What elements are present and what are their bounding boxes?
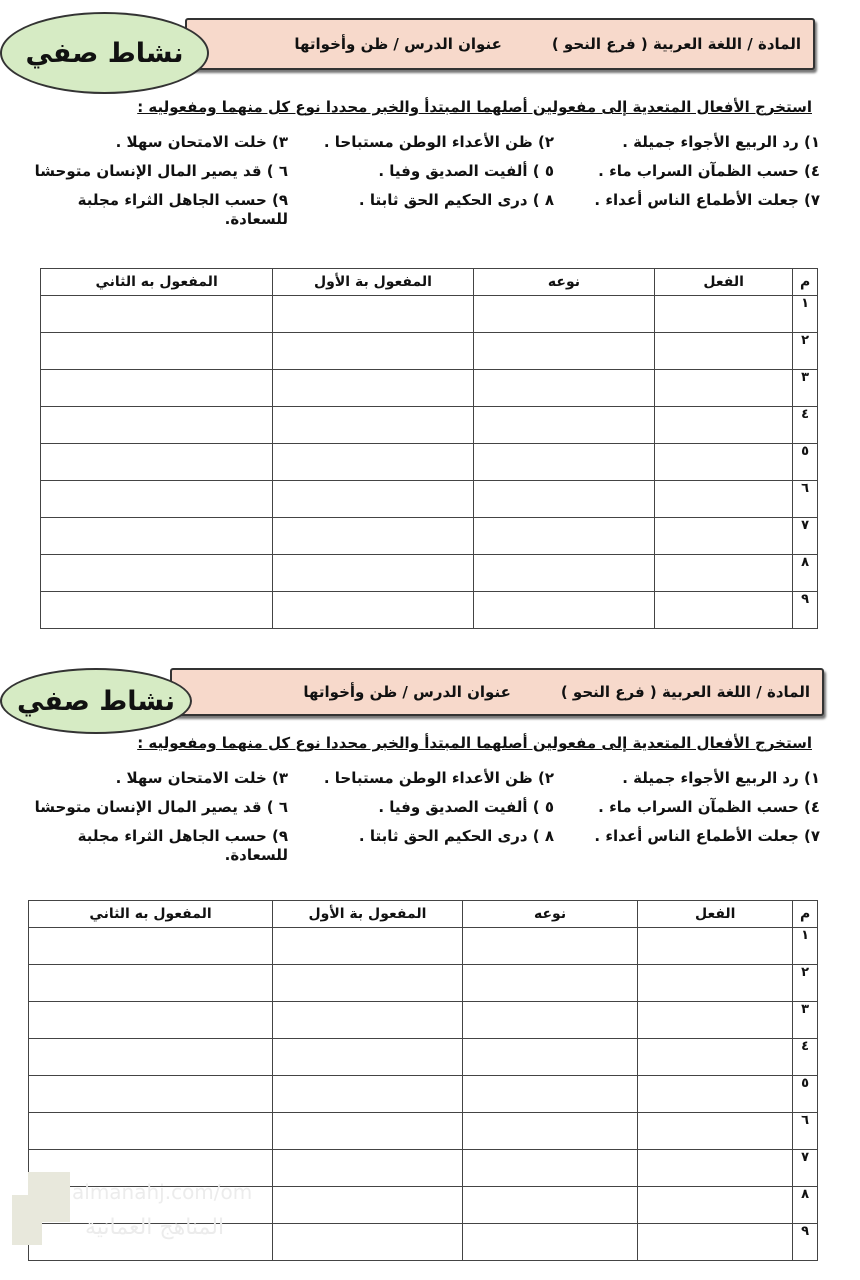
activity-body bbox=[20, 733, 820, 865]
table-row bbox=[29, 1002, 818, 1039]
answer-cell[interactable] bbox=[655, 481, 793, 518]
sentence-item: ٩) حسب الجاهل الثراء مجلبة للسعادة. bbox=[77, 191, 288, 228]
answer-cell[interactable] bbox=[273, 1076, 463, 1113]
answer-cell[interactable] bbox=[473, 592, 654, 629]
row-number: ٣ bbox=[793, 370, 818, 407]
table-header-row bbox=[41, 269, 818, 296]
row-number: ٢ bbox=[793, 965, 818, 1002]
answer-cell[interactable] bbox=[462, 1150, 638, 1187]
sentence-item: ٦ ) قد يصير المال الإنسان متوحشا bbox=[34, 162, 288, 180]
table-row bbox=[41, 481, 818, 518]
sentence-item: ٢) ظن الأعداء الوطن مستباحا . bbox=[323, 769, 554, 787]
sentence-item: ١) رد الربيع الأجواء جميلة . bbox=[622, 769, 820, 787]
row-number: ١ bbox=[793, 296, 818, 333]
answer-cell[interactable] bbox=[638, 1150, 793, 1187]
header-banner bbox=[170, 668, 824, 716]
sentence-row bbox=[20, 191, 820, 229]
answer-cell[interactable] bbox=[41, 444, 273, 481]
row-number: ٤ bbox=[793, 407, 818, 444]
sentence-item: ٣) خلت الامتحان سهلا . bbox=[115, 769, 288, 787]
answer-cell[interactable] bbox=[41, 518, 273, 555]
column-header: نوعه bbox=[462, 901, 638, 928]
answer-cell[interactable] bbox=[638, 1076, 793, 1113]
row-number: ٨ bbox=[793, 555, 818, 592]
answer-cell[interactable] bbox=[273, 1039, 463, 1076]
column-header: نوعه bbox=[473, 269, 654, 296]
instruction-text: استخرج الأفعال المتعدية إلى مفعولين أصلهما المبتدأ والخبر محددا نوع كل منهما ومفعوليه : bbox=[137, 98, 812, 116]
answer-cell[interactable] bbox=[273, 1150, 463, 1187]
answer-cell[interactable] bbox=[273, 481, 474, 518]
answer-cell[interactable] bbox=[473, 555, 654, 592]
sentence-item: ٤) حسب الظمآن السراب ماء . bbox=[598, 798, 820, 816]
answer-cell[interactable] bbox=[638, 965, 793, 1002]
answer-cell[interactable] bbox=[473, 296, 654, 333]
table-row bbox=[29, 965, 818, 1002]
answer-cell[interactable] bbox=[638, 928, 793, 965]
answer-cell[interactable] bbox=[41, 592, 273, 629]
row-number: ٥ bbox=[793, 444, 818, 481]
answer-cell[interactable] bbox=[273, 370, 474, 407]
sentence-item: ٤) حسب الظمآن السراب ماء . bbox=[598, 162, 820, 180]
row-number: ٨ bbox=[793, 1187, 818, 1224]
watermark-logo bbox=[12, 1195, 42, 1245]
answer-cell[interactable] bbox=[473, 407, 654, 444]
row-number: ٩ bbox=[793, 1224, 818, 1261]
table-row bbox=[41, 296, 818, 333]
sentence-item: ٦ ) قد يصير المال الإنسان متوحشا bbox=[34, 798, 288, 816]
answer-cell[interactable] bbox=[638, 1113, 793, 1150]
answer-cell[interactable] bbox=[29, 928, 273, 965]
table-row bbox=[29, 928, 818, 965]
table-row bbox=[41, 592, 818, 629]
answer-cell[interactable] bbox=[29, 1002, 273, 1039]
instruction-text: استخرج الأفعال المتعدية إلى مفعولين أصلهما المبتدأ والخبر محددا نوع كل منهما ومفعوليه : bbox=[137, 734, 812, 752]
answer-cell[interactable] bbox=[473, 518, 654, 555]
answer-cell[interactable] bbox=[273, 1113, 463, 1150]
activity-badge: نشاط صفي bbox=[0, 12, 209, 94]
answer-cell[interactable] bbox=[41, 481, 273, 518]
answer-cell[interactable] bbox=[273, 333, 474, 370]
answer-cell[interactable] bbox=[473, 481, 654, 518]
table-row bbox=[41, 370, 818, 407]
answer-cell[interactable] bbox=[273, 407, 474, 444]
table-row bbox=[29, 1039, 818, 1076]
table-header-row bbox=[29, 901, 818, 928]
row-number: ٤ bbox=[793, 1039, 818, 1076]
answer-cell[interactable] bbox=[473, 370, 654, 407]
sentence-row bbox=[20, 798, 820, 817]
column-header: المفعول بة الأول bbox=[273, 901, 463, 928]
answer-cell[interactable] bbox=[41, 333, 273, 370]
lesson-title: عنوان الدرس / ظن وأخواتها bbox=[294, 35, 502, 53]
answer-cell[interactable] bbox=[29, 1076, 273, 1113]
answer-table bbox=[28, 900, 818, 1261]
answer-cell[interactable] bbox=[638, 1187, 793, 1224]
sentence-item: ٨ ) درى الحكيم الحق ثابتا . bbox=[358, 827, 554, 845]
activity-badge: نشاط صفي bbox=[0, 668, 192, 734]
row-number: ٧ bbox=[793, 518, 818, 555]
answer-cell[interactable] bbox=[462, 1002, 638, 1039]
row-number: ٦ bbox=[793, 1113, 818, 1150]
sentence-item: ٥ ) ألفيت الصديق وفيا . bbox=[378, 162, 554, 180]
answer-cell[interactable] bbox=[462, 928, 638, 965]
answer-cell[interactable] bbox=[273, 1224, 463, 1261]
activity-body bbox=[20, 97, 820, 229]
answer-cell[interactable] bbox=[655, 444, 793, 481]
answer-cell[interactable] bbox=[655, 370, 793, 407]
answer-cell[interactable] bbox=[462, 965, 638, 1002]
answer-cell[interactable] bbox=[655, 592, 793, 629]
answer-cell[interactable] bbox=[273, 1187, 463, 1224]
table-row bbox=[41, 555, 818, 592]
sentence-row bbox=[20, 133, 820, 152]
answer-cell[interactable] bbox=[462, 1224, 638, 1261]
answer-table bbox=[40, 268, 818, 629]
sentence-item: ٩) حسب الجاهل الثراء مجلبة للسعادة. bbox=[77, 827, 288, 864]
sentence-item: ٧) جعلت الأطماع الناس أعداء . bbox=[594, 191, 820, 209]
sentence-item: ٥ ) ألفيت الصديق وفيا . bbox=[378, 798, 554, 816]
answer-cell[interactable] bbox=[473, 444, 654, 481]
sentence-item: ٣) خلت الامتحان سهلا . bbox=[115, 133, 288, 151]
row-number: ٢ bbox=[793, 333, 818, 370]
sentence-item: ٧) جعلت الأطماع الناس أعداء . bbox=[594, 827, 820, 845]
answer-cell[interactable] bbox=[41, 296, 273, 333]
table-row bbox=[41, 407, 818, 444]
answer-cell[interactable] bbox=[273, 965, 463, 1002]
answer-cell[interactable] bbox=[273, 518, 474, 555]
answer-cell[interactable] bbox=[41, 407, 273, 444]
answer-cell[interactable] bbox=[462, 1039, 638, 1076]
watermark-url: almanahj.com/om bbox=[72, 1180, 253, 1204]
sentence-row bbox=[20, 162, 820, 181]
answer-cell[interactable] bbox=[41, 555, 273, 592]
sentence-item: ٢) ظن الأعداء الوطن مستباحا . bbox=[323, 133, 554, 151]
header-banner bbox=[185, 18, 815, 70]
answer-cell[interactable] bbox=[29, 965, 273, 1002]
answer-cell[interactable] bbox=[273, 444, 474, 481]
answer-cell[interactable] bbox=[655, 518, 793, 555]
answer-cell[interactable] bbox=[655, 407, 793, 444]
answer-cell[interactable] bbox=[273, 296, 474, 333]
row-number: ٧ bbox=[793, 1150, 818, 1187]
subject-label: المادة / اللغة العربية ( فرع النحو ) bbox=[551, 35, 801, 53]
row-number: ٣ bbox=[793, 1002, 818, 1039]
answer-cell[interactable] bbox=[29, 1039, 273, 1076]
answer-cell[interactable] bbox=[638, 1039, 793, 1076]
column-header: م bbox=[793, 901, 818, 928]
table-row bbox=[29, 1113, 818, 1150]
answer-cell[interactable] bbox=[655, 555, 793, 592]
answer-cell[interactable] bbox=[273, 555, 474, 592]
answer-cell[interactable] bbox=[655, 296, 793, 333]
sentence-row bbox=[20, 827, 820, 865]
row-number: ١ bbox=[793, 928, 818, 965]
sentence-list bbox=[20, 133, 820, 229]
table-row bbox=[41, 333, 818, 370]
sentence-list bbox=[20, 769, 820, 865]
answer-cell[interactable] bbox=[273, 928, 463, 965]
table-row bbox=[41, 518, 818, 555]
column-header: الفعل bbox=[655, 269, 793, 296]
answer-cell[interactable] bbox=[638, 1224, 793, 1261]
column-header: المفعول به الثاني bbox=[41, 269, 273, 296]
lesson-title: عنوان الدرس / ظن وأخواتها bbox=[303, 683, 511, 701]
column-header: الفعل bbox=[638, 901, 793, 928]
answer-cell[interactable] bbox=[41, 370, 273, 407]
subject-label: المادة / اللغة العربية ( فرع النحو ) bbox=[560, 683, 810, 701]
answer-cell[interactable] bbox=[655, 333, 793, 370]
table-row bbox=[41, 444, 818, 481]
column-header: المفعول به الثاني bbox=[29, 901, 273, 928]
watermark-arabic: المناهج العمانية bbox=[85, 1215, 225, 1240]
row-number: ٥ bbox=[793, 1076, 818, 1113]
sentence-row bbox=[20, 769, 820, 788]
answer-cell[interactable] bbox=[462, 1113, 638, 1150]
row-number: ٦ bbox=[793, 481, 818, 518]
column-header: المفعول بة الأول bbox=[273, 269, 474, 296]
answer-cell[interactable] bbox=[473, 333, 654, 370]
answer-cell[interactable] bbox=[462, 1187, 638, 1224]
answer-cell[interactable] bbox=[273, 1002, 463, 1039]
column-header: م bbox=[793, 269, 818, 296]
row-number: ٩ bbox=[793, 592, 818, 629]
answer-cell[interactable] bbox=[462, 1076, 638, 1113]
answer-cell[interactable] bbox=[29, 1113, 273, 1150]
sentence-item: ٨ ) درى الحكيم الحق ثابتا . bbox=[358, 191, 554, 209]
table-row bbox=[29, 1076, 818, 1113]
answer-cell[interactable] bbox=[638, 1002, 793, 1039]
answer-cell[interactable] bbox=[273, 592, 474, 629]
sentence-item: ١) رد الربيع الأجواء جميلة . bbox=[622, 133, 820, 151]
